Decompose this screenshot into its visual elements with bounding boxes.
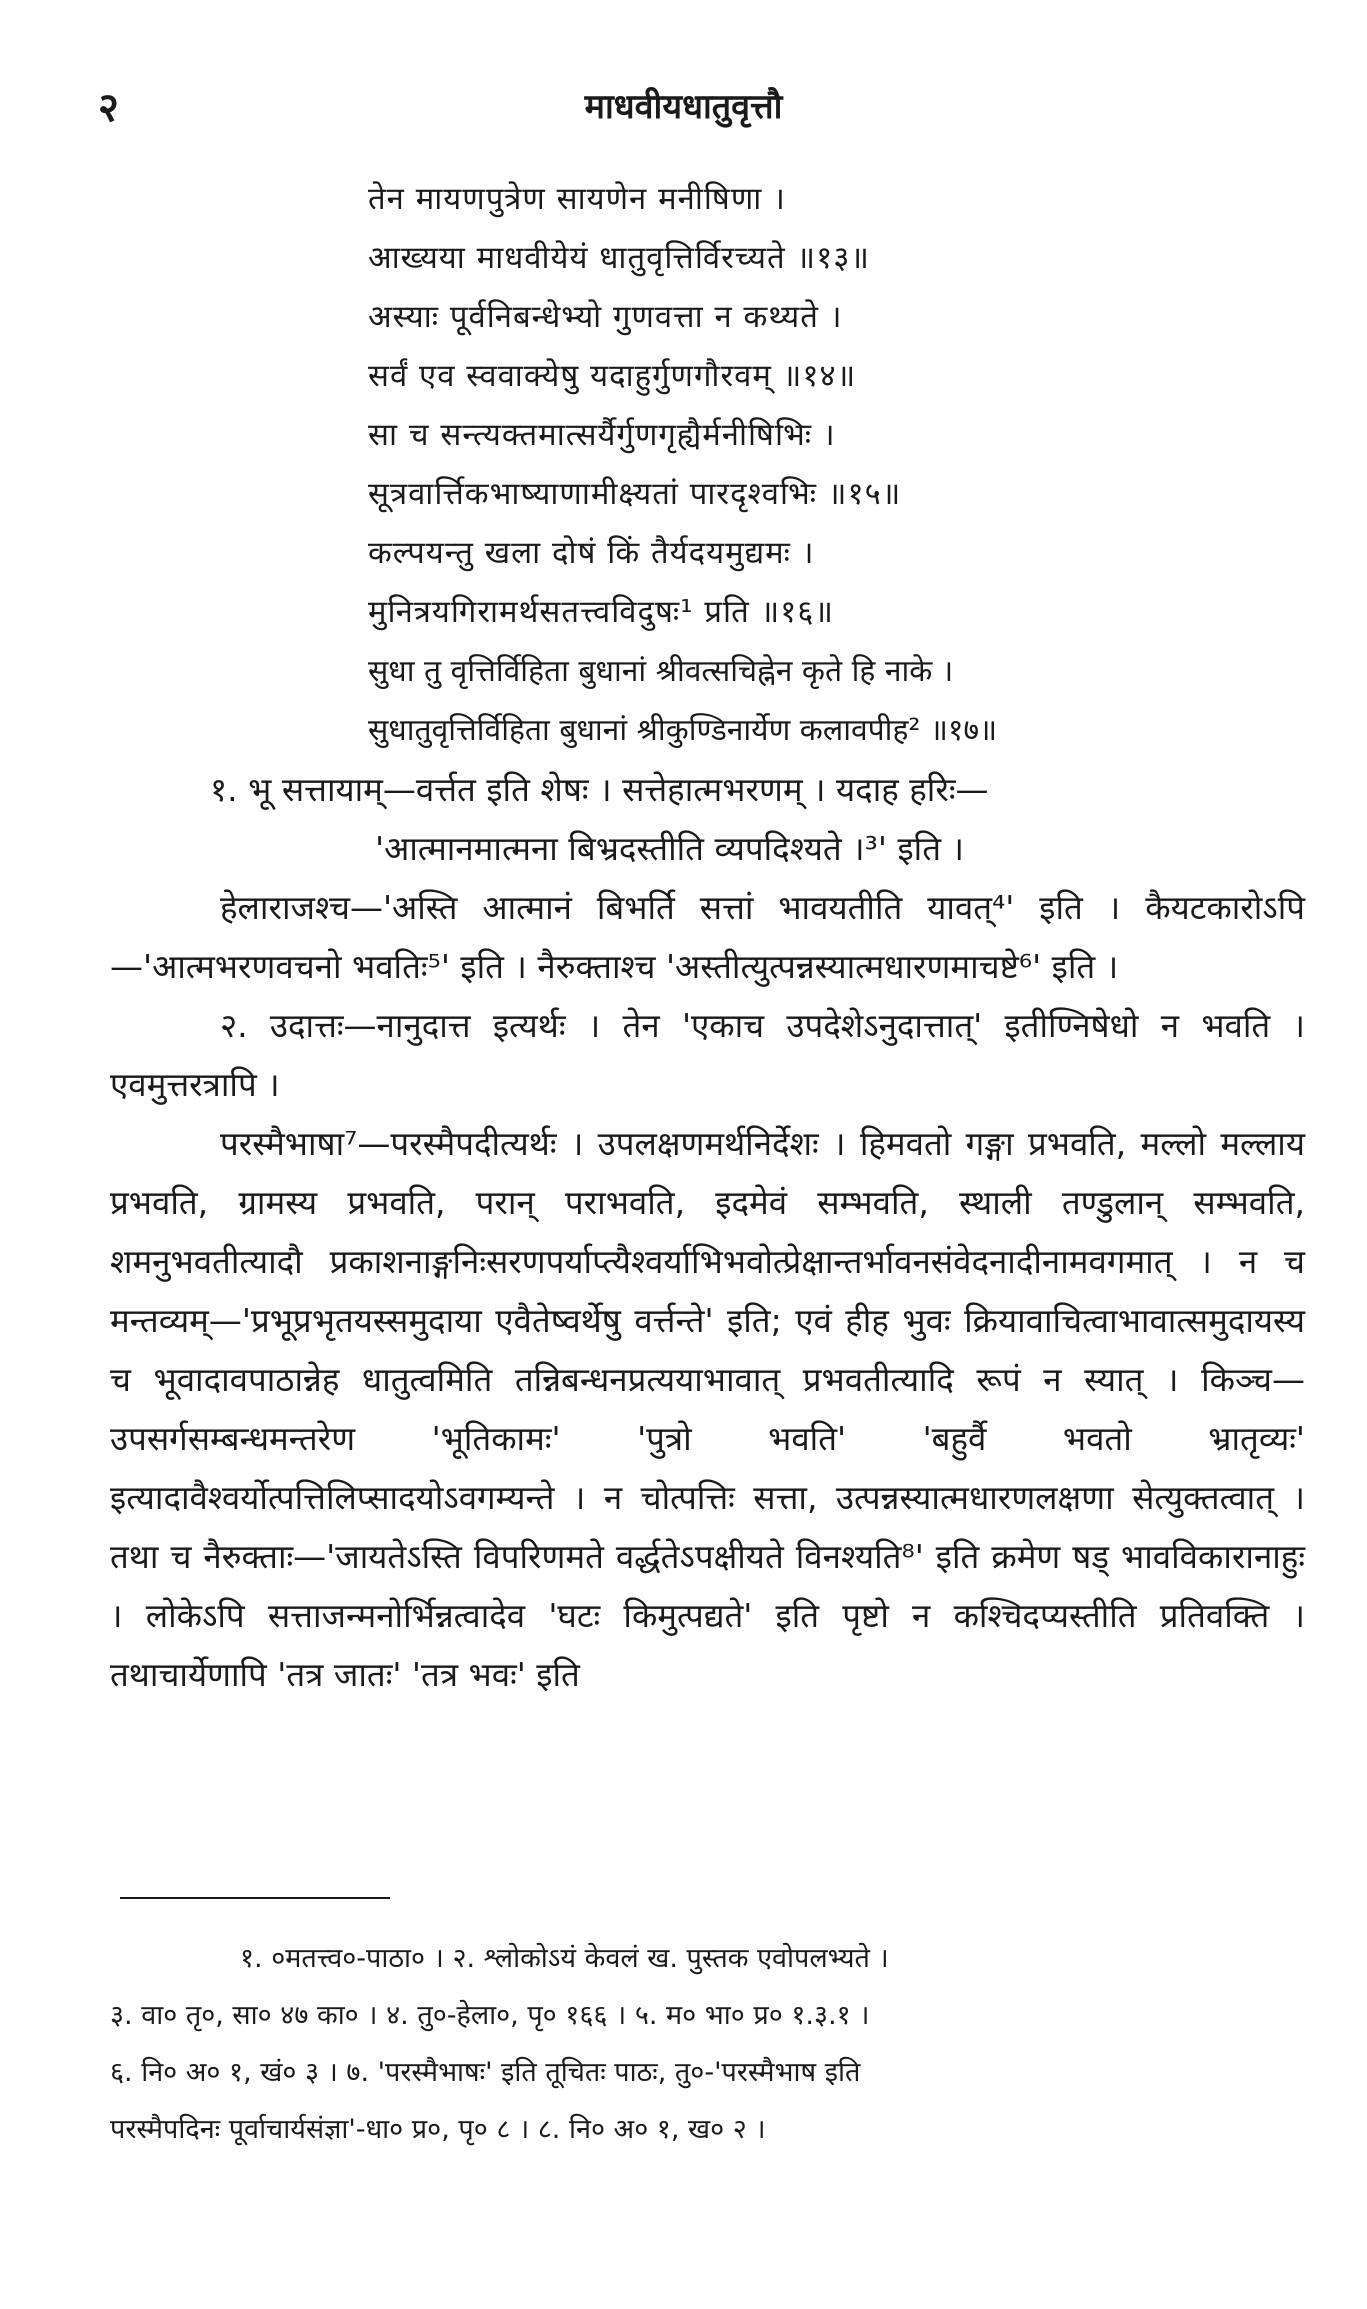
verse-line: तेन मायणपुत्रेण सायणेन मनीषिणा । <box>368 181 786 217</box>
page-header <box>0 78 1367 138</box>
footnotes <box>110 1930 1305 2158</box>
footnote-line: ६. नि० अ० १, खं० ३ । ७. 'परस्मैभाषः' इति तूचितः पाठः, तु०-'परस्मैभाष इति <box>110 2057 861 2088</box>
footnote-line: १. ०मतत्त्व०-पाठा० । २. श्लोकोऽयं केवलं ख. पुस्तक एवोपलभ्यते । <box>240 1943 889 1974</box>
verse-line: कल्पयन्तु खला दोषं किं तैर्यदयमुद्यमः । <box>368 535 815 571</box>
verse-line: सुधा तु वृत्तिर्विहिता बुधानां श्रीवत्सचिह्नेन कृते हि नाके । <box>368 654 954 689</box>
commentary-body <box>110 760 1305 1704</box>
sutra-paragraph: १. भू सत्तायाम्—वर्त्तत इति शेषः । सत्तेहात्मभरणम् । यदाह हरिः— <box>210 770 989 809</box>
verse-line: अस्याः पूर्वनिबन्धेभ्यो गुणवत्ता न कथ्यते । <box>368 299 843 335</box>
footnote-divider <box>120 1897 390 1899</box>
running-title: माधवीयधातुवृत्तौ <box>584 87 783 127</box>
commentary-paragraph: परस्मैभाषा⁷—परस्मैपदीत्यर्थः । उपलक्षणमर्थनिर्देशः । हिमवतो गङ्गा प्रभवति, मल्लो मल्लाय प्रभवति, ग्रामस्य प्रभवति, परान् पराभवति, इदमेवं सम्भवति, स्थाली तण्डुलान् सम्भवति, शमनुभवतीत्यादौ प्रकाशनाङ्गनिःसरणपर्याप्त्यैश्वर्याभिभवोत्प्रेक्षान्तर्भावनसंवेदनादीनामवगमात् । न च मन्तव्यम्—'प्रभूप्रभृतयस्समुदाया एवैतेष्वर्थेषु वर्त्तन्ते' इति; एवं हीह भुवः क्रियावाचित्वाभावात्समुदायस्य च भूवादावपाठान्नेह धातुत्वमिति तन्निबन्धनप्रत्ययाभावात् प्रभवतीत्यादि रूपं न स्यात् । किञ्च—उपसर्गसम्बन्धमन्तरेण 'भूतिकामः' 'पुत्रो भवति' 'बहुर्वै भवतो भ्रातृव्यः' इत्यादावैश्वर्योत्पत्तिलिप्सादयोऽवगम्यन्ते । न चोत्पत्तिः सत्ता, उत्पन्नस्यात्मधारणलक्षणा सेत्युक्तत्वात् । तथा च नैरुक्ताः—'जायतेऽस्ति विपरिणमते वर्द्धतेऽपक्षीयते विनश्यति⁸' इति क्रमेण षड् भावविकारानाहुः । लोकेऽपि सत्ताजन्मनोर्भिन्नत्वादेव 'घटः किमुत्पद्यते' इति पृष्टो न कश्चिदप्यस्तीति प्रतिवक्ति । तथाचार्येणापि 'तत्र जातः' 'तत्र भवः' इति <box>110 1124 1305 1694</box>
verse-line: सूत्रवार्त्तिकभाष्याणामीक्ष्यतां पारदृश्वभिः ॥१५॥ <box>368 476 902 512</box>
footnote-line: परस्मैपदिनः पूर्वाचार्यसंज्ञा'-धा० प्र०, पृ० ८ । ८. नि० अ० १, ख० २ । <box>110 2114 766 2145</box>
commentary-paragraph: हेलाराजश्च—'अस्ति आत्मानं बिभर्ति सत्तां भावयतीति यावत्⁴' इति । कैयटकारोऽपि—'आत्मभरणवचनो भवतिः⁵' इति । नैरुक्ताश्च 'अस्तीत्युत्पन्नस्यात्मधारणमाचष्टे⁶' इति । <box>110 888 1305 986</box>
footnote-line: ३. वा० तृ०, सा० ४७ का० । ४. तु०-हेला०, पृ० १६६ । ५. म० भा० प्र० १.३.१ । <box>110 2000 870 2031</box>
page-number: २ <box>98 85 119 131</box>
verse-line: मुनित्रयगिरामर्थसतत्त्वविदुषः¹ प्रति ॥१६॥ <box>368 594 834 630</box>
verse-block <box>368 170 1238 760</box>
verse-line: सुधातुवृत्तिर्विहिता बुधानां श्रीकुण्डिनार्येण कलावपीह² ॥१७॥ <box>368 713 998 748</box>
commentary-paragraph: २. उदात्तः—नानुदात्त इत्यर्थः । तेन 'एकाच उपदेशेऽनुदात्तात्' इतीण्निषेधो न भवति । एवमुत्तरत्रापि । <box>110 1006 1305 1104</box>
quotation-line: 'आत्मानमात्मना बिभ्रदस्तीति व्यपदिश्यते ।³' इति । <box>375 829 965 868</box>
verse-line: सा च सन्त्यक्तमात्सर्यैर्गुणगृह्यैर्मनीषिभिः । <box>368 417 836 453</box>
verse-line: आख्यया माधवीयेयं धातुवृत्तिर्विरच्यते ॥१३॥ <box>368 240 870 276</box>
verse-line: सर्वं एव स्ववाक्येषु यदाहुर्गुणगौरवम् ॥१४॥ <box>368 358 857 394</box>
